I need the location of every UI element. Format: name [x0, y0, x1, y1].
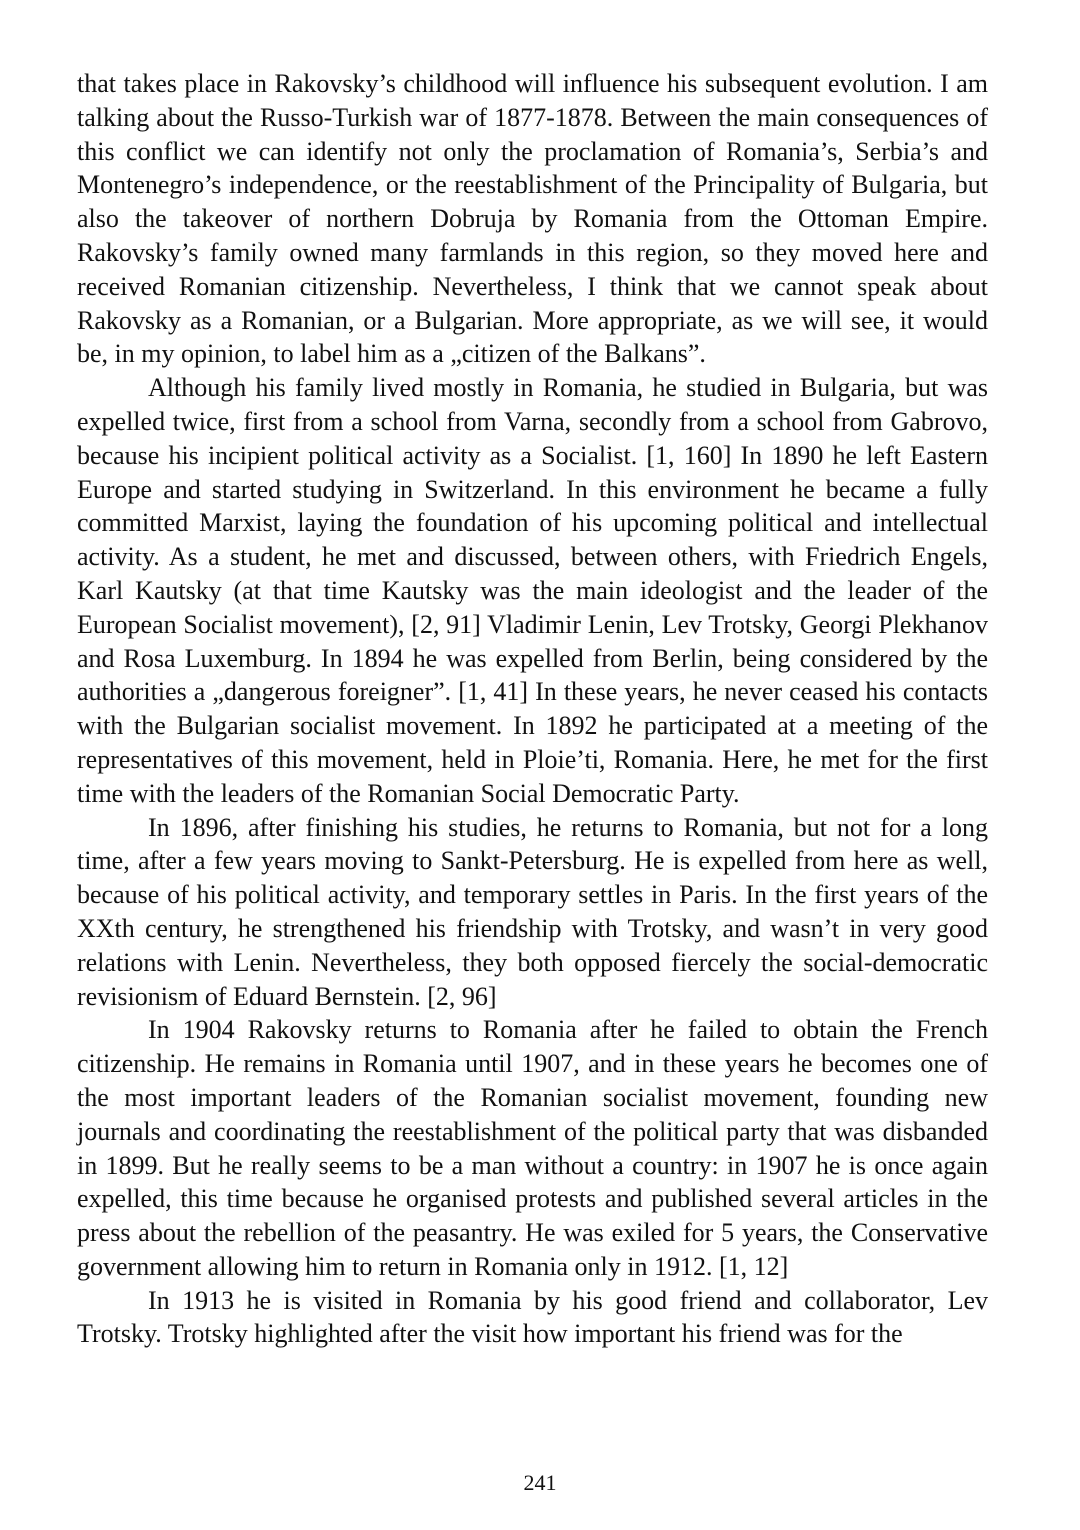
page-number: 241: [523, 1470, 557, 1495]
paragraph-3: In 1896, after finishing his studies, he returns to Romania, but not for a long time, after a few years moving to Sankt-Petersburg. He is expelled from here as well, because of his political activity, and temporary settles in Paris. In the first years of the XXth century, he strengthened his friendship with Trotsky, and wasn’t in very good relations with Lenin. Nevertheless, they both opposed fiercely the social-democratic revisionism of Eduard Bernstein. [2, 96]: [77, 812, 988, 1011]
page-body: [77, 67, 988, 1351]
paragraph-4: In 1904 Rakovsky returns to Romania after he failed to obtain the French citizenship. He remains in Romania until 1907, and in these years he becomes one of the most important leaders of the Romanian socialist movement, founding new journals and coordinating the reestablishment of the political party that was disbanded in 1899. But he really seems to be a man without a country: in 1907 he is once again expelled, this time because he organised protests and published several articles in the press about the rebellion of the peasantry. He was exiled for 5 years, the Conservative government allowing him to return in Romania only in 1912. [1, 12]: [77, 1015, 988, 1281]
paragraph-2: Although his family lived mostly in Romania, he studied in Bulgaria, but was expelled twice, first from a school from Varna, secondly from a school from Gabrovo, because his incipient political activity as a Socialist. [1, 160] In 1890 he left Eastern Europe and started studying in Switzerland. In this environment he became a fully committed Marxist, laying the foundation of his upcoming political and intellectual activity. As a student, he met and discussed, between others, with Friedrich Engels, Karl Kautsky (at that time Kautsky was the main ideologist and the leader of the European Socialist movement), [2, 91] Vladimir Lenin, Lev Trotsky, Georgi Plekhanov and Rosa Luxemburg. In 1894 he was expelled from Berlin, being considered by the authorities a „dangerous foreigner”. [1, 41] In these years, he never ceased his contacts with the Bulgarian socialist movement. In 1892 he participated at a meeting of the representatives of this movement, held in Ploie’ti, Romania. Here, he met for the first time with the leaders of the Romanian Social Democratic Party.: [77, 373, 988, 808]
paragraph-5: In 1913 he is visited in Romania by his good friend and collaborator, Lev Trotsky. Trotsky highlighted after the visit how important his friend was for the: [77, 1285, 988, 1349]
paragraph-1: that takes place in Rakovsky’s childhood will influence his subsequent evolution. I am talking about the Russo-Turkish war of 1877-1878. Between the main consequences of this conflict we can identify not only the proclamation of Romania’s, Serbia’s and Montenegro’s independence, or the reestablishment of the Principality of Bulgaria, but also the takeover of northern Dobruja by Romania from the Ottoman Empire. Rakovsky’s family owned many farmlands in this region, so they moved here and received Romanian citizenship. Nevertheless, I think that we cannot speak about Rakovsky as a Romanian, or a Bulgarian. More appropriate, as we will see, it would be, in my opinion, to label him as a „citizen of the Balkans”.: [77, 69, 988, 369]
